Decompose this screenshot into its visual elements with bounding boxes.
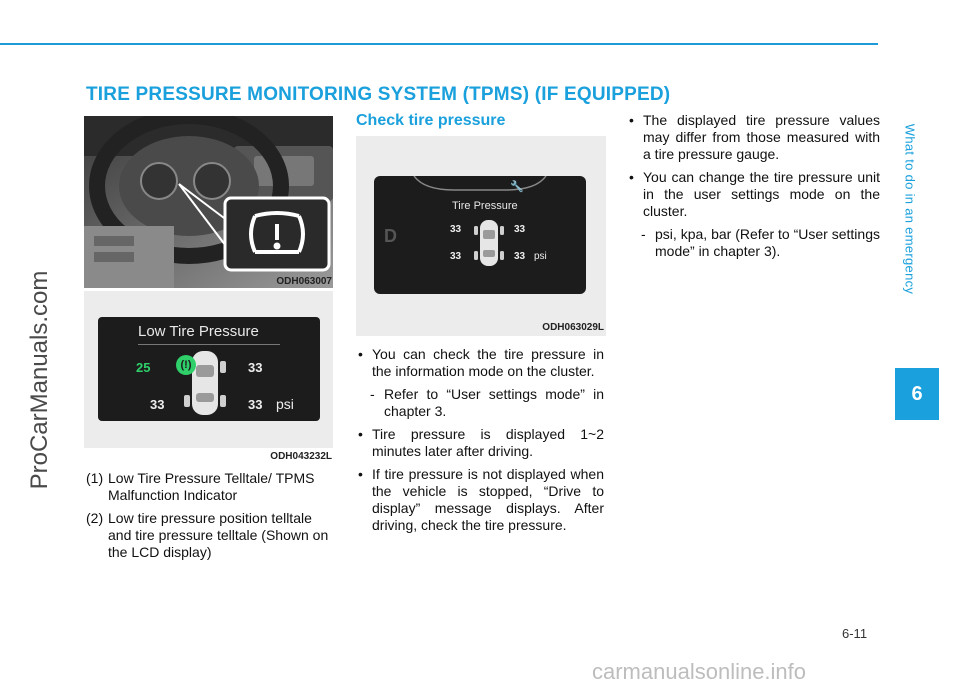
dashboard-drawing [84,116,333,288]
gear-indicator: D [384,226,397,246]
chapter-tab: 6 [895,368,939,420]
lcd-panel [98,317,320,421]
display-unit: psi [534,251,547,262]
lcd-front-left: 25 [136,360,151,375]
dashboard-illustration [84,116,333,288]
image1-caption: ODH063007 [276,276,332,287]
side-chapter-label-text: What to do in an emergency [902,123,918,295]
tire-pressure-panel [374,176,586,294]
list-item: • Tire pressure is displayed 1~2 minutes later after driving. [356,426,604,460]
display-car-icon [472,218,506,268]
right-bullet-list [627,112,880,266]
lcd-rear-right: 33 [248,397,263,412]
sub-note [356,386,604,420]
subheading-check-tire-pressure: Check tire pressure [356,112,506,129]
display-front-left: 33 [450,224,462,235]
lcd-illustration [84,291,333,448]
panel-top-arc [374,176,586,196]
list-item [86,510,334,561]
dash-mark: - [370,386,375,402]
list-item [86,470,334,504]
image3-caption: ODH063029L [542,322,604,333]
tire-pressure-display-illustration [356,136,606,336]
section-title: TIRE PRESSURE MONITORING SYSTEM (TPMS) (IF EQUIPPED) [86,84,671,105]
lcd-front-right: 33 [248,360,263,375]
sub-note-text: psi, kpa, bar (Refer to “User settings mode” in chapter 3). [655,226,880,259]
display-front-right: 33 [514,224,526,235]
list-item: • The displayed tire pressure values may differ from those measured with a tire pressure gauge. [627,112,880,163]
lcd-title: Low Tire Pressure [138,323,259,340]
display-title: Tire Pressure [452,200,518,212]
side-chapter-label [898,50,922,368]
list-item-text: Low tire pressure position telltale and tire pressure telltale (Shown on the LCD display) [108,510,329,560]
wrench-icon: 🔧 [510,181,524,193]
list-item-number: (2) [86,510,104,526]
image2-caption: ODH043232L [270,451,332,462]
sub-note [627,226,880,260]
lcd-rear-left: 33 [150,397,165,412]
watermark-bottom: carmanualsonline.info [592,659,807,684]
lcd-telltale-icon: (!) [176,355,196,375]
dash-mark: - [641,226,646,242]
left-numbered-list [86,470,334,567]
display-rear-right: 33 [514,251,526,262]
lcd-unit: psi [276,396,294,412]
list-item-text: Low Tire Pressure Telltale/ TPMS Malfunction Indicator [108,470,315,503]
display-rear-left: 33 [450,251,462,262]
list-item: • If tire pressure is not displayed when the vehicle is stopped, “Drive to display” message displays. After driving, check the tire pressure. [356,466,604,534]
list-item-number: (1) [86,470,104,486]
list-item: • You can change the tire pressure unit in the user settings mode on the cluster. [627,169,880,220]
lcd-divider [138,344,280,345]
list-item: • You can check the tire pressure in the information mode on the cluster. [356,346,604,380]
watermark-left-text: ProCarManuals.com [26,270,53,490]
watermark-left [14,110,66,650]
top-rule [0,43,878,45]
sub-note-text: Refer to “User settings mode” in chapter 3. [384,386,604,419]
page-number: 6-11 [842,626,868,641]
middle-bullet-list [356,346,604,540]
